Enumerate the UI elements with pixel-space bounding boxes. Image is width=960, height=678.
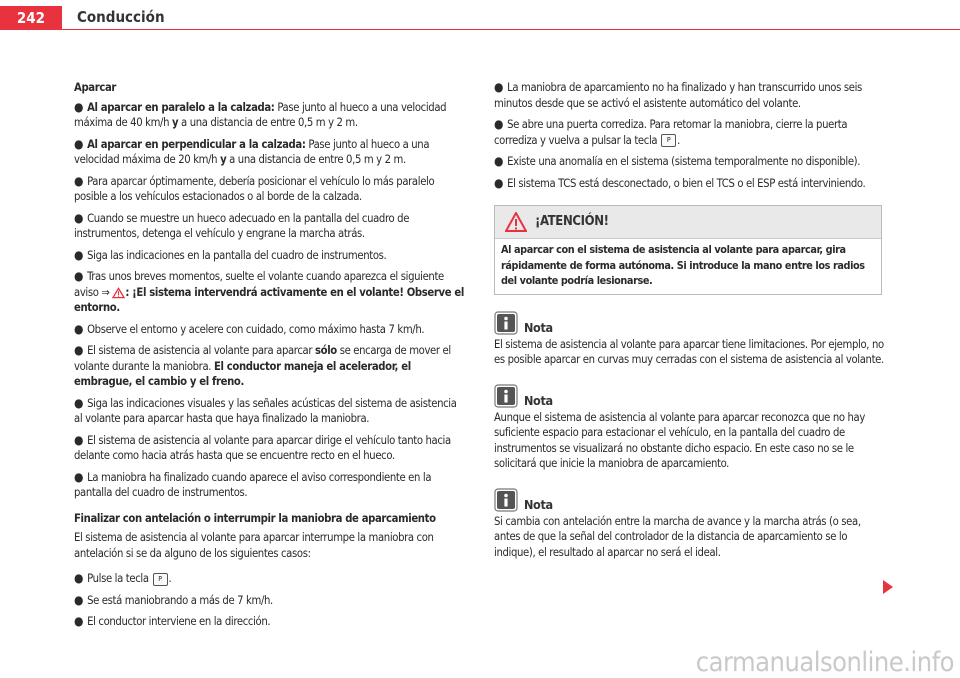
bullet-icon: ●	[494, 80, 504, 94]
text: .	[168, 572, 172, 585]
text: El conductor interviene en la dirección.	[87, 615, 271, 628]
bold-text: El conductor maneja el acelerador, el embrague, el cambio y el freno.	[74, 359, 411, 388]
list-item	[74, 322, 466, 338]
text: Pulse la tecla	[87, 572, 152, 585]
bold-text: Al aparcar en perpendicular a la calzada:	[87, 137, 306, 151]
chapter-title: Conducción	[77, 8, 165, 26]
bullet-icon: ●	[74, 571, 84, 585]
note-block	[494, 384, 888, 472]
section-heading-aparcar: Aparcar	[74, 81, 117, 94]
text: Pase junto al hueco a una velocidad máxima de 40 km/h	[74, 100, 447, 129]
text: a una distancia de entre 0,5 m y 2 m.	[178, 116, 358, 129]
header-rule	[62, 29, 960, 30]
list-item	[494, 80, 888, 111]
bullet-icon: ●	[74, 592, 84, 607]
note-text: El sistema de asistencia al volante para aparcar tiene limitaciones. Por ejemplo, no es posible aparcar en curvas muy cerradas con el sistema de asistencia al volante.	[494, 337, 884, 366]
text: La maniobra de aparcamiento no ha finalizado y han transcurrido unos seis minutos desde que se activó el asistente automático del volante.	[494, 81, 862, 110]
note-header	[494, 311, 888, 337]
text: a una distancia de entre 0,5 m y 2 m.	[226, 153, 406, 166]
list-item	[74, 571, 466, 587]
bold-text: Al aparcar en paralelo a la calzada:	[87, 100, 275, 114]
list-item	[74, 433, 466, 464]
info-icon	[494, 488, 518, 512]
bullet-icon: ●	[74, 469, 84, 484]
page-number: 242	[0, 6, 62, 30]
warning-title: ¡ATENCIÓN!	[535, 214, 609, 229]
park-assist-key-icon: P	[153, 573, 168, 586]
bullet-icon: ●	[74, 247, 84, 262]
bullet-icon: ●	[74, 395, 84, 410]
note-text: Aunque el sistema de asistencia al volante para aparcar reconozca que no hay suficiente espacio para estacionar el vehículo, en la pantalla del cuadro de instrumentos se visualizará no obstante dicho espacio. En este caso no se le solicitará que inicie la maniobra de aparcamiento.	[494, 410, 865, 470]
text: se encarga de mover el volante durante la maniobra.	[74, 344, 451, 373]
bullet-icon: ●	[74, 210, 84, 225]
bullet-icon: ●	[74, 136, 84, 151]
list-item	[74, 614, 466, 630]
text: El sistema TCS está desconectado, o bien el TCS o el ESP está interviniendo.	[507, 176, 866, 190]
note-text: Si cambia con antelación entre la marcha de avance y la marcha atrás (o sea, antes de que la señal del controlador de la distancia de aparcamiento se lo indique), el resultado al aparcar no será el ideal.	[494, 514, 861, 559]
list-item	[74, 396, 466, 427]
text: Se está maniobrando a más de 7 km/h.	[87, 593, 273, 607]
warning-triangle-icon[interactable]	[112, 287, 125, 299]
list-item	[74, 100, 466, 131]
right-column	[494, 80, 888, 560]
text: El sistema de asistencia al volante para aparcar	[87, 344, 315, 357]
note-title: Nota	[524, 319, 553, 335]
warning-text: Al aparcar con el sistema de asistencia al volante para aparcar, gira rápidamente de forma autónoma. Si introduce la mano entre los radios del volante podría lesionarse.	[501, 243, 865, 287]
text: Observe el entorno y acelere con cuidado, como máximo hasta 7 km/h.	[87, 322, 425, 336]
bullet-icon: ●	[494, 175, 504, 190]
text: Siga las indicaciones visuales y las señales acústicas del sistema de asistencia al volante para aparcar hasta que haya finalizado la maniobra.	[74, 396, 457, 425]
text: Para aparcar óptimamente, debería posicionar el vehículo lo más paralelo posible a los vehículos estacionados o al borde de la calzada.	[74, 174, 435, 203]
info-icon	[494, 384, 518, 408]
watermark: carmanualsonline.info	[695, 647, 954, 678]
list-item	[494, 176, 888, 192]
list-item	[494, 117, 888, 148]
list-item	[74, 248, 466, 264]
bullet-icon: ●	[74, 269, 84, 283]
text: Pase junto al hueco a una velocidad máxima de 20 km/h	[74, 137, 430, 166]
bullet-icon: ●	[74, 614, 84, 628]
page-header	[0, 0, 960, 30]
note-header	[494, 384, 888, 410]
bullet-icon: ●	[494, 117, 504, 131]
text: La maniobra ha finalizado cuando aparece el aviso correspondiente en la pantalla del cuadro de instrumentos.	[74, 470, 432, 499]
paragraph: El sistema de asistencia al volante para aparcar interrumpe la maniobra con antelación si se da alguno de los siguientes casos:	[74, 531, 434, 560]
bullet-icon: ●	[74, 173, 84, 188]
bullet-icon: ●	[74, 432, 84, 447]
bold-text: y	[220, 153, 227, 166]
left-column	[74, 80, 466, 636]
text: Siga las indicaciones en la pantalla del cuadro de instrumentos.	[87, 248, 387, 262]
bullet-icon: ●	[494, 154, 504, 168]
bold-text: : ¡El sistema intervendrá activamente en el volante! Observe el entorno.	[74, 285, 464, 314]
text: .	[677, 133, 680, 147]
list-item	[74, 174, 466, 205]
bold-text: sólo	[314, 344, 337, 357]
note-title: Nota	[524, 496, 553, 512]
text: Cuando se muestre un hueco adecuado en la pantalla del cuadro de instrumentos, detenga el vehículo y engrane la marcha atrás.	[74, 211, 410, 240]
note-title: Nota	[524, 392, 553, 408]
warning-triangle-icon	[505, 212, 527, 232]
text: Existe una anomalía en el sistema (sistema temporalmente no disponible).	[507, 155, 861, 168]
bullet-icon: ●	[74, 343, 84, 357]
bold-text: y	[171, 116, 179, 129]
bullet-icon: ●	[74, 321, 84, 336]
list-item	[74, 343, 466, 390]
list-item	[74, 593, 466, 609]
note-block	[494, 311, 888, 368]
park-assist-key-icon: P	[661, 134, 676, 147]
list-item	[74, 211, 466, 242]
info-icon	[494, 311, 518, 335]
note-header	[494, 488, 888, 514]
text: Se abre una puerta corrediza. Para retomar la maniobra, cierre la puerta corrediza y vuelva a pulsar la tecla	[494, 118, 848, 147]
warning-box	[494, 205, 882, 295]
text: Tras unos breves momentos, suelte el volante cuando aparezca el siguiente aviso ⇒	[74, 270, 444, 299]
next-page-arrow-icon[interactable]	[883, 580, 893, 594]
text: El sistema de asistencia al volante para aparcar dirige el vehículo tanto hacia delante como hacia atrás hasta que se encuentre recto en el hueco.	[74, 433, 451, 462]
note-block	[494, 488, 888, 561]
list-item	[74, 470, 466, 501]
bullet-icon: ●	[74, 99, 84, 114]
section-heading-finalizar: Finalizar con antelación o interrumpir la maniobra de aparcamiento	[74, 511, 436, 525]
list-item	[74, 269, 466, 316]
warning-header	[495, 206, 881, 239]
list-item	[494, 154, 888, 170]
list-item	[74, 137, 466, 168]
